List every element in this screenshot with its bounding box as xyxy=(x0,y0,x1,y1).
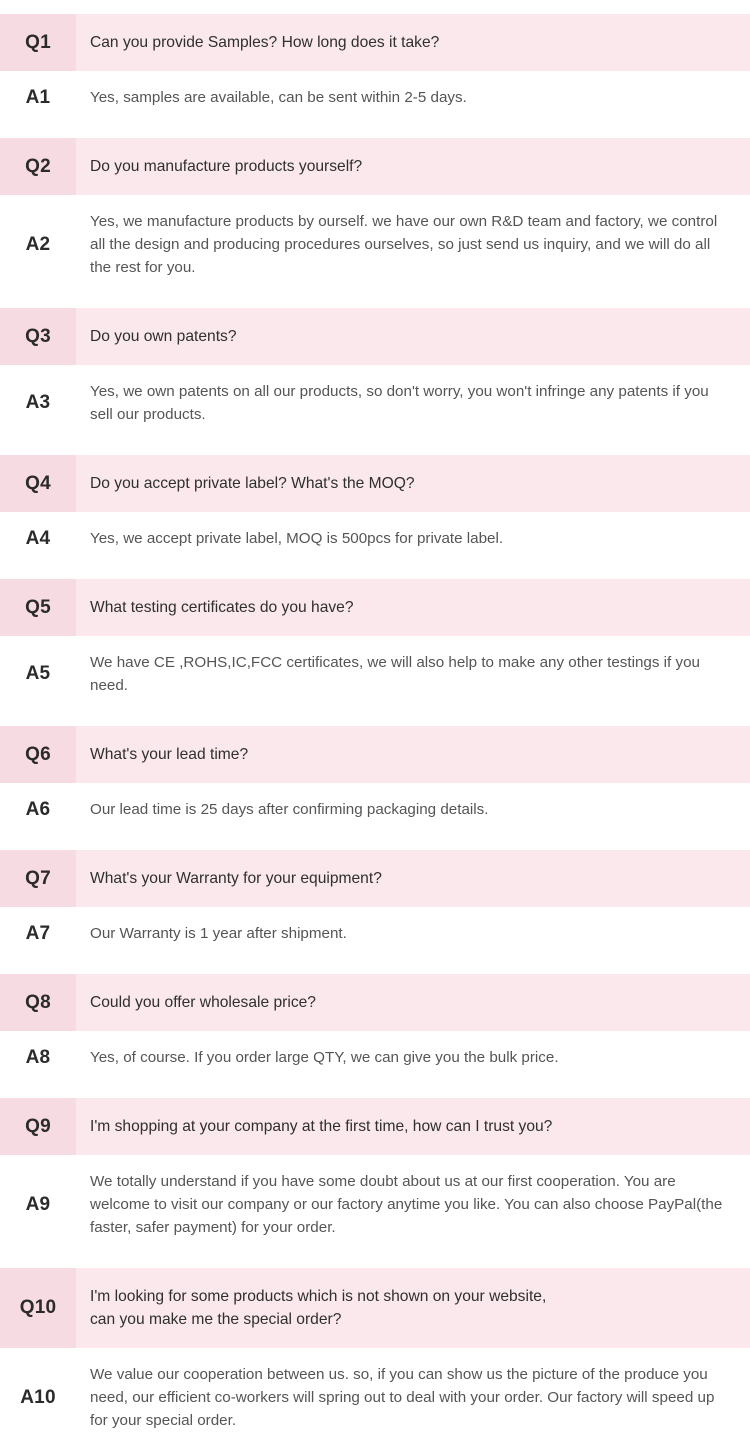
question-text: Can you provide Samples? How long does it take? xyxy=(90,34,440,51)
answer-text: We totally understand if you have some doubt about us at our first cooperation. You are welcome to visit our company or our factory anytime you like. You can also choose PayPal(the faster, safer payment) for your order. xyxy=(90,1173,723,1236)
question-text: Do you own patents? xyxy=(90,328,237,345)
faq-answer-row xyxy=(0,365,750,441)
faq-answer-row xyxy=(0,1031,750,1084)
answer-text: Yes, we accept private label, MOQ is 500pcs for private label. xyxy=(90,530,504,547)
faq-question-row xyxy=(0,1098,750,1155)
answer-tag: A5 xyxy=(0,636,76,712)
faq-item xyxy=(0,1268,750,1447)
row-spacer xyxy=(0,124,750,138)
faq-item xyxy=(0,1098,750,1254)
faq-item xyxy=(0,726,750,836)
question-text-line-2: can you make me the special order? xyxy=(90,1311,342,1328)
faq-item xyxy=(0,579,750,712)
question-text: Do you manufacture products yourself? xyxy=(90,158,363,175)
answer-tag: A2 xyxy=(0,195,76,294)
row-spacer xyxy=(0,565,750,579)
answer-text: We have CE ,ROHS,IC,FCC certificates, we will also help to make any other testings if you need. xyxy=(90,654,700,694)
faq-answer-row xyxy=(0,1155,750,1254)
faq-item xyxy=(0,308,750,441)
faq-question-row xyxy=(0,726,750,783)
answer-tag: A1 xyxy=(0,71,76,124)
faq-answer-row xyxy=(0,71,750,124)
row-spacer xyxy=(0,441,750,455)
question-tag: Q3 xyxy=(0,308,76,365)
question-tag: Q8 xyxy=(0,974,76,1031)
question-text: What's your Warranty for your equipment? xyxy=(90,870,382,887)
faq-answer-row xyxy=(0,195,750,294)
row-spacer xyxy=(0,960,750,974)
answer-tag: A4 xyxy=(0,512,76,565)
question-tag: Q5 xyxy=(0,579,76,636)
faq-answer-row xyxy=(0,907,750,960)
answer-tag: A10 xyxy=(0,1348,76,1447)
faq-answer-row xyxy=(0,636,750,712)
row-spacer xyxy=(0,1254,750,1268)
question-text: What testing certificates do you have? xyxy=(90,599,354,616)
question-tag: Q2 xyxy=(0,138,76,195)
question-tag: Q9 xyxy=(0,1098,76,1155)
faq-answer-row xyxy=(0,512,750,565)
answer-text: We value our cooperation between us. so, if you can show us the picture of the produce you need, our efficient co-workers will spring out to deal with your order. Our factory will speed up for your special order. xyxy=(90,1366,715,1429)
faq-item xyxy=(0,455,750,565)
question-text-line-1: I'm looking for some products which is not shown on your website, xyxy=(90,1288,547,1305)
faq-question-row xyxy=(0,850,750,907)
answer-tag: A8 xyxy=(0,1031,76,1084)
question-tag: Q4 xyxy=(0,455,76,512)
answer-text: Yes, we manufacture products by ourself. we have our own R&D team and factory, we control all the design and producing procedures ourselves, so just send us inquiry, and we will do all the rest for you. xyxy=(90,213,718,276)
question-tag: Q1 xyxy=(0,14,76,71)
question-text: What's your lead time? xyxy=(90,746,249,763)
answer-text: Yes, samples are available, can be sent within 2-5 days. xyxy=(90,89,467,106)
row-spacer xyxy=(0,712,750,726)
faq-answer-row xyxy=(0,1348,750,1447)
faq-question-row xyxy=(0,1268,750,1348)
faq-question-row xyxy=(0,974,750,1031)
faq-item xyxy=(0,14,750,124)
faq-question-row xyxy=(0,308,750,365)
answer-text: Our lead time is 25 days after confirming packaging details. xyxy=(90,801,489,818)
question-text xyxy=(76,1268,750,1348)
question-tag: Q6 xyxy=(0,726,76,783)
question-tag: Q7 xyxy=(0,850,76,907)
answer-tag: A6 xyxy=(0,783,76,836)
question-text: Do you accept private label? What's the MOQ? xyxy=(90,475,415,492)
answer-text: Yes, we own patents on all our products, so don't worry, you won't infringe any patents if you sell our products. xyxy=(90,383,709,423)
faq-question-row xyxy=(0,579,750,636)
answer-text: Yes, of course. If you order large QTY, we can give you the bulk price. xyxy=(90,1049,559,1066)
question-tag: Q10 xyxy=(0,1268,76,1348)
faq-answer-row xyxy=(0,783,750,836)
faq-question-row xyxy=(0,14,750,71)
answer-tag: A9 xyxy=(0,1155,76,1254)
row-spacer xyxy=(0,294,750,308)
faq-item xyxy=(0,850,750,960)
row-spacer xyxy=(0,1084,750,1098)
faq-question-row xyxy=(0,455,750,512)
answer-tag: A3 xyxy=(0,365,76,441)
faq-item xyxy=(0,138,750,294)
faq-question-row xyxy=(0,138,750,195)
answer-tag: A7 xyxy=(0,907,76,960)
faq-item xyxy=(0,974,750,1084)
answer-text: Our Warranty is 1 year after shipment. xyxy=(90,925,347,942)
question-text: I'm shopping at your company at the first time, how can I trust you? xyxy=(90,1118,553,1135)
row-spacer xyxy=(0,836,750,850)
question-text: Could you offer wholesale price? xyxy=(90,994,316,1011)
